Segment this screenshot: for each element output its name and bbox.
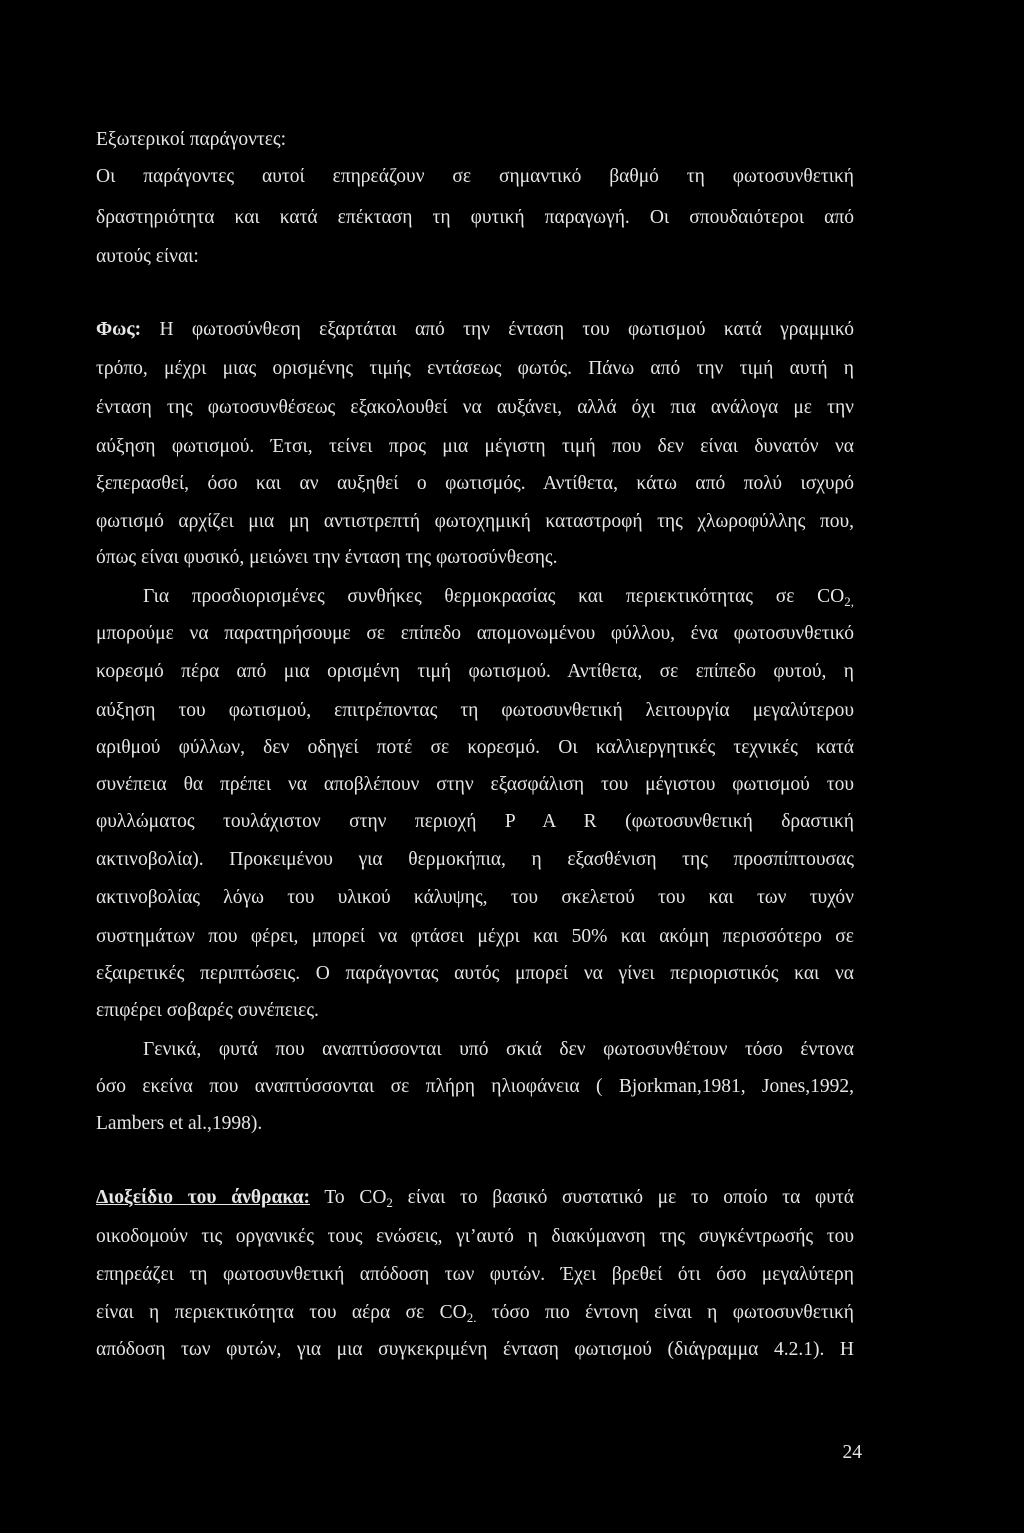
- page-number: 24: [842, 1442, 862, 1463]
- co2-line-10: εξαιρετικές περιπτώσεις. Ο παράγοντας αυτός μπορεί να γίνει περιοριστικός και να: [96, 963, 854, 984]
- carbon-line-2: οικοδομούν τις οργανικές τους ενώσεις, γι’αυτό η διακύμανση της συγκέντρωσής του: [96, 1226, 854, 1247]
- carbon-line-5: απόδοση των φυτών, για μια συγκεκριμένη ένταση φωτισμού (διάγραμμα 4.2.1). Η: [96, 1339, 854, 1360]
- section-heading: Εξωτερικοί παράγοντες:: [96, 129, 287, 150]
- carbon-line-4: [96, 1301, 854, 1330]
- light-line-3: ένταση της φωτοσυνθέσεως εξακολουθεί να αυξάνει, αλλά όχι πια ανάλογα με την: [96, 397, 854, 418]
- co2-line-9: συστημάτων που φέρει, μπορεί να φτάσει μέχρι και 50% και ακόμη περισσότερο σε: [96, 926, 854, 947]
- carbon-line-4-a: [96, 1302, 476, 1323]
- carbon-formula-base: Το CO: [324, 1187, 387, 1208]
- co2-formula: [817, 586, 854, 607]
- intro-line-3: αυτούς είναι:: [96, 246, 199, 267]
- carbon-first-rest: είναι το βασικό συστατικό με το οποίο τα φυτά: [407, 1187, 854, 1208]
- carbon-formula: [324, 1187, 393, 1208]
- light-line-6: φωτισμό αρχίζει μια μη αντιστρεπτή φωτοχημική καταστροφή της χλωροφύλλης που,: [96, 511, 854, 532]
- light-first-line: [96, 318, 854, 342]
- light-line-7: όπως είναι φυσικό, μειώνει την ένταση της φωτοσύνθεσης.: [96, 547, 558, 568]
- light-line-1: Η φωτοσύνθεση εξαρτάται από την ένταση του φωτισμού κατά γραμμικό: [159, 319, 854, 340]
- co2-first-line: [143, 585, 854, 614]
- intro-line-1: Οι παράγοντες αυτοί επηρεάζουν σε σημαντικό βαθμό τη φωτοσυνθετική: [96, 166, 854, 187]
- carbon-line-4-sub: 2.: [466, 1310, 477, 1325]
- co2-line-5: συνέπεια θα πρέπει να αποβλέπουν στην εξασφάλιση του μέγιστου φωτισμού του: [96, 774, 854, 795]
- shade-line-2: όσο εκείνα που αναπτύσσονται σε πλήρη ηλιοφάνεια ( Bjorkman,1981, Jones,1992,: [96, 1076, 854, 1097]
- carbon-term: Διοξείδιο του άνθρακα:: [96, 1187, 310, 1208]
- light-line-5: ξεπερασθεί, όσο και αν αυξηθεί ο φωτισμός. Αντίθετα, κάτω από πολύ ισχυρό: [96, 473, 854, 494]
- carbon-formula-sub: 2: [386, 1195, 393, 1210]
- shade-line-3: Lambers et al.,1998).: [96, 1113, 263, 1134]
- co2-line-3: αύξηση του φωτισμού, επιτρέποντας τη φωτοσυνθετική λειτουργία μεγαλύτερου: [96, 700, 854, 721]
- light-line-2: τρόπο, μέχρι μιας ορισμένης τιμής εντάσεως φωτός. Πάνω από την τιμή αυτή η: [96, 358, 854, 379]
- co2-line-11: επιφέρει σοβαρές συνέπειες.: [96, 1000, 319, 1021]
- co2-line-8: ακτινοβολίας λόγω του υλικού κάλυψης, του σκελετού του και των τυχόν: [96, 887, 854, 908]
- carbon-line-4-b: τόσο πιο έντονη είναι η φωτοσυνθετική: [491, 1302, 854, 1323]
- co2-base: CO: [817, 586, 845, 607]
- co2-first-text: Για προσδιορισμένες συνθήκες θερμοκρασίας και περιεκτικότητας σε: [143, 586, 795, 607]
- light-term: Φως:: [96, 319, 142, 340]
- shade-line-1: Γενικά, φυτά που αναπτύσσονται υπό σκιά δεν φωτοσυνθέτουν τόσο έντονα: [143, 1039, 854, 1060]
- co2-sub: 2,: [844, 594, 854, 609]
- carbon-line-4-base: είναι η περιεκτικότητα του αέρα σε CO: [96, 1302, 467, 1323]
- light-line-4: αύξηση φωτισμού. Έτσι, τείνει προς μια μέγιστη τιμή που δεν είναι δυνατόν να: [96, 436, 854, 457]
- carbon-first-line: [96, 1186, 854, 1215]
- co2-line-7: ακτινοβολία). Προκειμένου για θερμοκήπια, η εξασθένιση της προσπίπτουσας: [96, 849, 854, 870]
- co2-line-6: φυλλώματος τουλάχιστον στην περιοχή P A R (φωτοσυνθετική δραστική: [96, 811, 854, 832]
- co2-line-1: μπορούμε να παρατηρήσουμε σε επίπεδο απομονωμένου φύλλου, ένα φωτοσυνθετικό: [96, 623, 854, 644]
- carbon-line-3: επηρεάζει τη φωτοσυνθετική απόδοση των φυτών. Έχει βρεθεί ότι όσο μεγαλύτερη: [96, 1264, 854, 1285]
- co2-line-2: κορεσμό πέρα από μια ορισμένη τιμή φωτισμού. Αντίθετα, σε επίπεδο φυτού, η: [96, 661, 854, 682]
- intro-line-2: δραστηριότητα και κατά επέκταση τη φυτική παραγωγή. Οι σπουδαιότεροι από: [96, 207, 854, 228]
- co2-line-4: αριθμού φύλλων, δεν οδηγεί ποτέ σε κορεσμό. Οι καλλιεργητικές τεχνικές κατά: [96, 737, 854, 758]
